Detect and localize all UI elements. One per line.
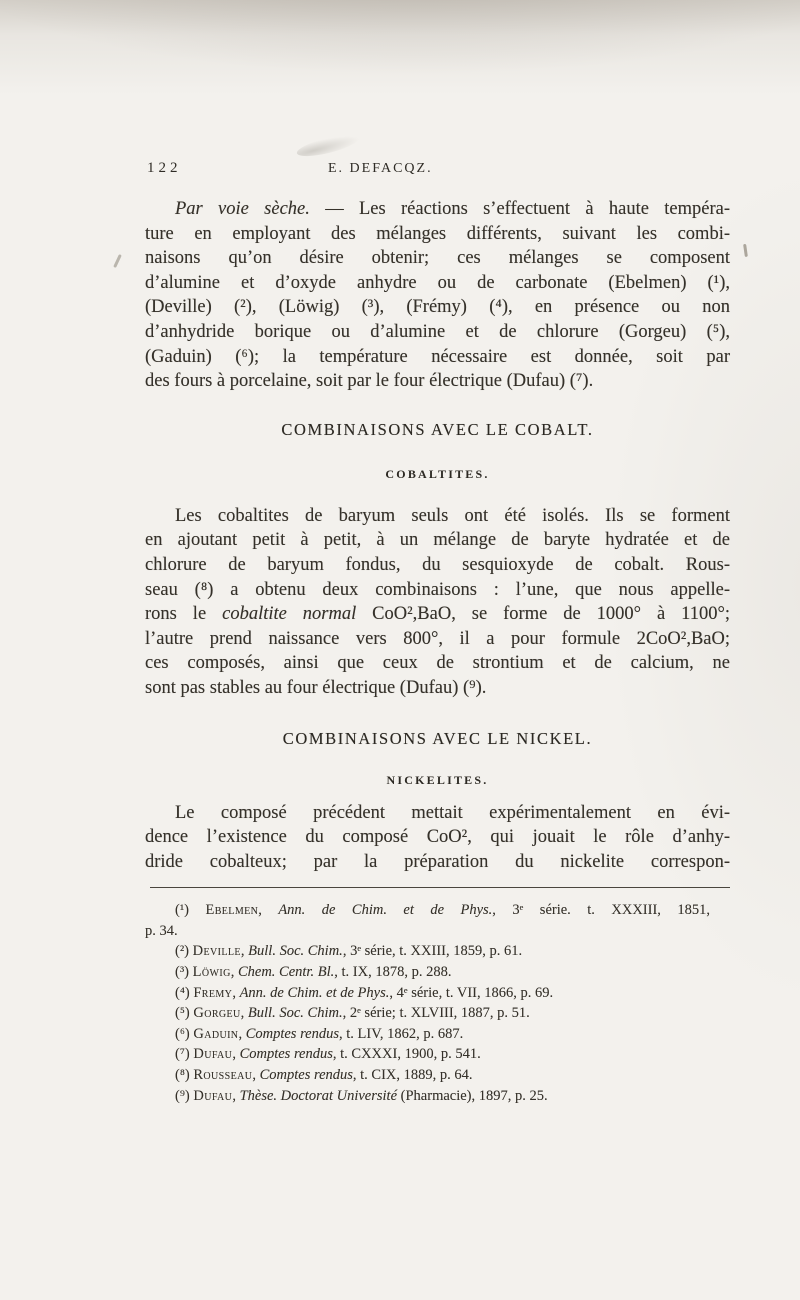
running-title: E. DEFACQZ.	[328, 161, 433, 176]
text-line: d’alumine et d’oxyde anhydre ou de carbonate (Ebelmen) (¹),	[145, 272, 730, 293]
footnote-item	[145, 1044, 710, 1065]
text-line: (⁶) Gaduin, Comptes rendus, t. LIV, 1862, p. 687.	[175, 1025, 464, 1042]
text-line: naisons qu’on désire obtenir; ces mélanges se composent	[145, 248, 730, 269]
footnote-item	[145, 1086, 710, 1107]
footnote-item	[145, 941, 710, 962]
text-line: (³) Löwig, Chem. Centr. Bl., t. IX, 1878, p. 288.	[175, 964, 452, 981]
section-heading-nickel: COMBINAISONS AVEC LE NICKEL.	[282, 728, 593, 748]
scan-mark-right-margin	[743, 244, 747, 257]
paragraph-cobaltites	[145, 504, 730, 701]
text-line: p. 34.	[145, 922, 178, 939]
text-line: sont pas stables au four électrique (Dufau) (⁹).	[145, 677, 487, 698]
section-heading-cobalt: COMBINAISONS AVEC LE COBALT.	[281, 419, 594, 439]
footnote-item	[145, 900, 710, 941]
text-line: (⁹) Dufau, Thèse. Doctorat Université (Pharmacie), 1897, p. 25.	[175, 1087, 548, 1104]
text-line: Par voie sèche. — Les réactions s’effectuent à haute tempéra-	[175, 199, 730, 219]
footnote-item	[145, 983, 710, 1004]
text-line: dence l’existence du composé CoO², qui jouait le rôle d’anhy-	[145, 827, 730, 848]
paragraph-par-voie-seche	[145, 197, 730, 394]
page-header	[145, 160, 730, 180]
text-line: (⁷) Dufau, Comptes rendus, t. CXXXI, 1900, p. 541.	[175, 1046, 481, 1063]
text-block	[145, 160, 730, 1106]
subsection-heading-cobaltites: COBALTITES.	[385, 466, 490, 481]
footnote-item	[145, 1003, 710, 1024]
scan-mark-left-margin	[113, 254, 122, 268]
text-line: ces composés, ainsi que ceux de strontium et de calcium, ne	[145, 653, 730, 674]
footnotes	[145, 900, 710, 1106]
text-line: (⁴) Fremy, Ann. de Chim. et de Phys., 4ᵉ série, t. VII, 1866, p. 69.	[175, 984, 554, 1001]
text-line: dride cobalteux; par la préparation du nickelite correspon-	[145, 851, 730, 872]
scan-smudge	[295, 130, 361, 160]
footnote-item	[145, 962, 710, 983]
text-line: (Deville) (²), (Löwig) (³), (Frémy) (⁴), en présence ou non	[145, 297, 730, 318]
text-line: l’autre prend naissance vers 800°, il a pour formule 2CoO²,BaO;	[145, 628, 730, 649]
text-line: (⁸) Rousseau, Comptes rendus, t. CIX, 1889, p. 64.	[175, 1067, 473, 1084]
text-line: Le composé précédent mettait expérimentalement en évi-	[175, 802, 730, 823]
text-line: (²) Deville, Bull. Soc. Chim., 3ᵉ série, t. XXIII, 1859, p. 61.	[175, 943, 523, 960]
subsection-heading-nickelites: NICKELITES.	[386, 772, 489, 787]
text-line: rons le cobaltite normal CoO²,BaO, se forme de 1000° à 1100°;	[145, 604, 730, 625]
text-line: Les cobaltites de baryum seuls ont été isolés. Ils se forment	[175, 505, 730, 526]
footnote-separator-rule	[150, 887, 730, 888]
text-line: des fours à porcelaine, soit par le four électrique (Dufau) (⁷).	[145, 371, 594, 392]
text-line: (¹) Ebelmen, Ann. de Chim. et de Phys., 3ᵉ série. t. XXXIII, 1851,	[175, 902, 710, 919]
text-line: (⁵) Gorgeu, Bull. Soc. Chim., 2ᵉ série; t. XLVIII, 1887, p. 51.	[175, 1005, 530, 1022]
text-line: en ajoutant petit à petit, à un mélange de baryte hydratée et de	[145, 530, 730, 551]
text-line: ture en employant des mélanges différents, suivant les combi-	[145, 223, 730, 244]
text-line: chlorure de baryum fondus, du sesquioxyde de cobalt. Rous-	[145, 554, 730, 575]
paragraph-nickelites	[145, 801, 730, 875]
footnote-item	[145, 1065, 710, 1086]
footnote-item	[145, 1024, 710, 1045]
text-line: (Gaduin) (⁶); la température nécessaire est donnée, soit par	[145, 346, 730, 367]
text-line: seau (⁸) a obtenu deux combinaisons : l’une, que nous appelle-	[145, 579, 730, 600]
page-number: 122	[147, 160, 182, 176]
text-line: d’anhydride borique ou d’alumine et de chlorure (Gorgeu) (⁵),	[145, 321, 730, 342]
